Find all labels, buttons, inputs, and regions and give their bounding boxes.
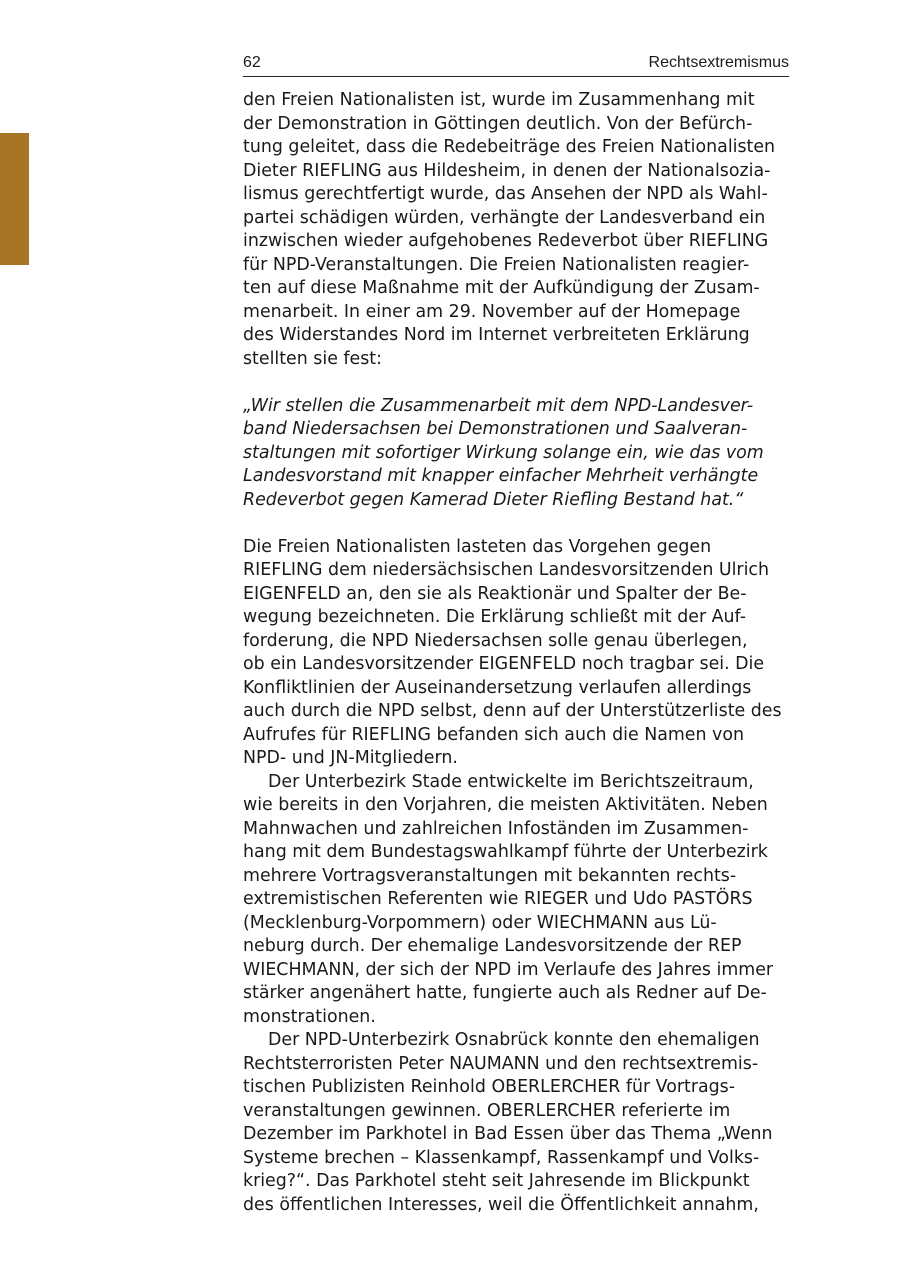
quote-line: band Niedersachsen bei Demonstrationen und Saalveran- xyxy=(243,419,748,439)
text-line: inzwischen wieder aufgehobenes Redeverbot über RIEFLING xyxy=(243,231,769,251)
quote-line: Redeverbot gegen Kamerad Dieter Riefling Bestand hat.“ xyxy=(243,489,744,510)
text-line: Die Freien Nationalisten lasteten das Vorgehen gegen xyxy=(243,536,712,557)
paragraph-gap xyxy=(243,371,789,395)
text-line: partei schädigen würden, verhängte der Landesverband ein xyxy=(243,207,766,228)
paragraph-4 xyxy=(243,1029,789,1217)
text-line: Dezember im Parkhotel in Bad Essen über das Thema „Wenn xyxy=(243,1124,773,1144)
paragraph-2 xyxy=(243,536,789,771)
text-line: menarbeit. In einer am 29. November auf der Homepage xyxy=(243,301,741,322)
quote-line: Landesvorstand mit knapper einfacher Mehrheit verhängte xyxy=(243,466,759,486)
page-header xyxy=(243,52,789,77)
running-title: Rechtsextremismus xyxy=(648,54,789,71)
text-line: Mahnwachen und zahlreichen Infoständen im Zusammen- xyxy=(243,818,749,839)
block-quote xyxy=(243,395,789,513)
text-line: Systeme brechen – Klassenkampf, Rassenkampf und Volks- xyxy=(243,1147,760,1168)
text-line: Der Unterbezirk Stade entwickelte im Berichtszeitraum, xyxy=(268,771,754,792)
text-line: lismus gerechtfertigt wurde, das Ansehen der NPD als Wahl- xyxy=(243,184,768,204)
text-line: wegung bezeichneten. Die Erklärung schließt mit der Auf- xyxy=(243,607,746,627)
text-line: veranstaltungen gewinnen. OBERLERCHER referierte im xyxy=(243,1100,731,1121)
text-line: tischen Publizisten Reinhold OBERLERCHER für Vortrags- xyxy=(243,1077,736,1097)
text-line: der Demonstration in Göttingen deutlich. Von der Befürch- xyxy=(243,113,753,134)
text-line: stärker angenähert hatte, fungierte auch als Redner auf De- xyxy=(243,983,767,1003)
text-line: Rechtsterroristen Peter NAUMANN und den rechtsextremis- xyxy=(243,1053,759,1074)
text-line: NPD- und JN-Mitgliedern. xyxy=(243,748,458,768)
paragraph-1 xyxy=(243,89,789,371)
text-line: krieg?“. Das Parkhotel steht seit Jahresende im Blickpunkt xyxy=(243,1171,750,1191)
text-line: Dieter RIEFLING aus Hildesheim, in denen der Nationalsozia- xyxy=(243,160,771,181)
text-line: forderung, die NPD Niedersachsen solle genau überlegen, xyxy=(243,630,748,651)
text-line: tung geleitet, dass die Redebeiträge des Freien Nationalisten xyxy=(243,137,776,157)
paragraph-gap xyxy=(243,512,789,536)
text-line: den Freien Nationalisten ist, wurde im Zusammenhang mit xyxy=(243,90,755,110)
text-line: Der NPD-Unterbezirk Osnabrück konnte den ehemaligen xyxy=(268,1030,760,1050)
text-line: neburg durch. Der ehemalige Landesvorsitzende der REP xyxy=(243,936,742,956)
text-line: RIEFLING dem niedersächsischen Landesvorsitzenden Ulrich xyxy=(243,560,769,580)
text-line: wie bereits in den Vorjahren, die meisten Aktivitäten. Neben xyxy=(243,795,768,815)
text-line: hang mit dem Bundestagswahlkampf führte der Unterbezirk xyxy=(243,842,768,862)
page-number: 62 xyxy=(243,54,261,71)
quote-line: „Wir stellen die Zusammenarbeit mit dem NPD-Landesver- xyxy=(243,395,754,416)
text-line: Konfliktlinien der Auseinandersetzung verlaufen allerdings xyxy=(243,677,752,698)
text-line: EIGENFELD an, den sie als Reaktionär und Spalter der Be- xyxy=(243,583,747,604)
text-line: monstrationen. xyxy=(243,1006,376,1027)
text-line: (Mecklenburg-Vorpommern) oder WIECHMANN aus Lü- xyxy=(243,912,717,933)
text-line: ob ein Landesvorsitzender EIGENFELD noch tragbar sei. Die xyxy=(243,654,765,674)
text-line: Aufrufes für RIEFLING befanden sich auch die Namen von xyxy=(243,724,745,745)
text-line: für NPD-Veranstaltungen. Die Freien Nationalisten reagier- xyxy=(243,254,750,275)
text-line: mehrere Vortragsveranstaltungen mit bekannten rechts- xyxy=(243,865,737,886)
text-line: stellten sie fest: xyxy=(243,348,382,369)
text-line: extremistischen Referenten wie RIEGER und Udo PASTÖRS xyxy=(243,889,753,909)
text-line: ten auf diese Maßnahme mit der Aufkündigung der Zusam- xyxy=(243,278,760,298)
text-line: des Widerstandes Nord im Internet verbreiteten Erklärung xyxy=(243,325,750,345)
body-text xyxy=(243,89,789,1217)
text-line: auch durch die NPD selbst, denn auf der Unterstützerliste des xyxy=(243,701,782,721)
text-line: WIECHMANN, der sich der NPD im Verlaufe des Jahres immer xyxy=(243,959,774,980)
text-line: des öffentlichen Interesses, weil die Öffentlichkeit annahm, xyxy=(243,1194,759,1215)
quote-line: staltungen mit sofortiger Wirkung solange ein, wie das vom xyxy=(243,442,764,463)
paragraph-3 xyxy=(243,771,789,1030)
chapter-color-tab xyxy=(0,133,29,265)
